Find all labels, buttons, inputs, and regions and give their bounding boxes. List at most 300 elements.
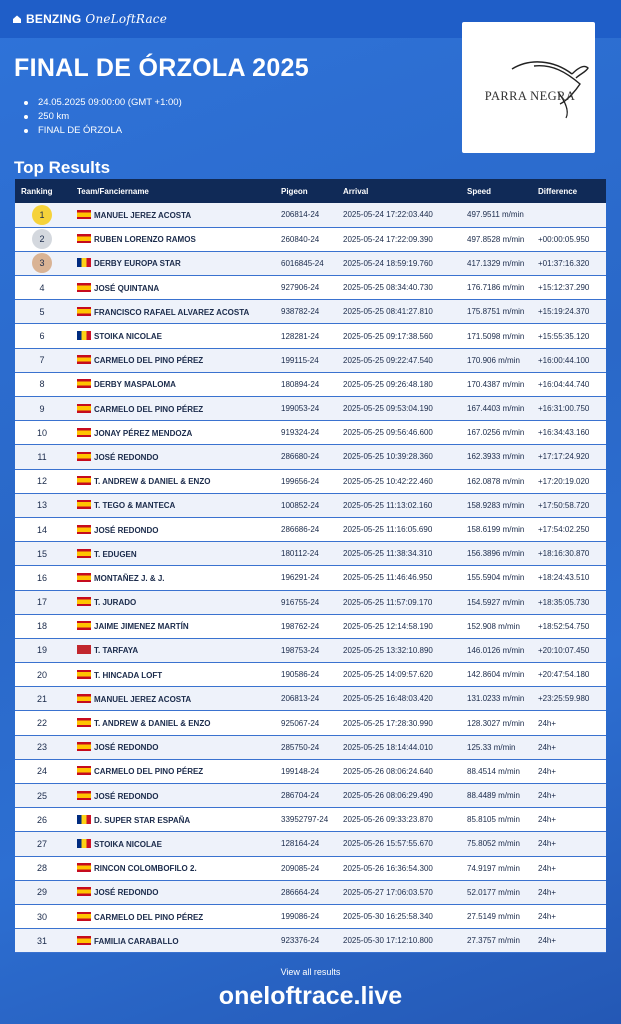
table-row	[15, 493, 606, 517]
team-cell	[69, 517, 277, 541]
rank-cell	[15, 397, 69, 421]
flag-icon	[77, 404, 91, 413]
team-cell	[69, 759, 277, 783]
speed-cell: 128.3027 m/min	[463, 711, 534, 735]
table-row	[15, 759, 606, 783]
table-row	[15, 808, 606, 832]
difference-cell: 24h+	[534, 808, 606, 832]
team-name: T. TARFAYA	[94, 646, 139, 656]
rank-badge: 20	[36, 669, 47, 680]
arrival-cell: 2025-05-27 17:06:03.570	[339, 880, 463, 904]
pigeon-cell: 128281-24	[277, 324, 339, 348]
arrival-cell: 2025-05-30 17:12:10.800	[339, 929, 463, 953]
pigeon-cell: 199053-24	[277, 397, 339, 421]
team-cell	[69, 542, 277, 566]
team-cell	[69, 929, 277, 953]
team-name: JOSÉ REDONDO	[94, 888, 159, 898]
rank-cell	[15, 904, 69, 928]
table-row	[15, 638, 606, 662]
difference-cell: +16:04:44.740	[534, 372, 606, 396]
team-cell	[69, 566, 277, 590]
arrival-cell: 2025-05-26 09:33:23.870	[339, 808, 463, 832]
flag-icon	[77, 912, 91, 921]
team-name: MANUEL JEREZ ACOSTA	[94, 694, 192, 704]
rank-badge: 3	[32, 253, 52, 273]
race-info-name: FINAL DE ÓRZOLA	[24, 124, 182, 138]
view-all-results-link[interactable]: View all results	[280, 967, 341, 977]
rank-cell	[15, 880, 69, 904]
flag-icon	[77, 621, 91, 630]
arrival-cell: 2025-05-26 08:06:29.490	[339, 784, 463, 808]
team-name: T. HINCADA LOFT	[94, 670, 163, 680]
table-row	[15, 542, 606, 566]
rank-badge: 1	[32, 205, 52, 225]
flag-icon	[77, 210, 91, 219]
results-body	[15, 203, 606, 953]
arrival-cell: 2025-05-25 10:39:28.360	[339, 445, 463, 469]
rank-cell	[15, 348, 69, 372]
arrival-cell: 2025-05-25 09:22:47.540	[339, 348, 463, 372]
arrival-cell: 2025-05-25 11:46:46.950	[339, 566, 463, 590]
team-cell	[69, 880, 277, 904]
pigeon-cell: 206814-24	[277, 203, 339, 227]
race-title: FINAL DE ÓRZOLA 2025	[14, 54, 309, 82]
difference-cell: 24h+	[534, 711, 606, 735]
team-name: T. TEGO & MANTECA	[94, 501, 176, 511]
flag-icon	[77, 428, 91, 437]
table-row	[15, 469, 606, 493]
footer-site-name: oneloftrace.live	[218, 982, 403, 1010]
team-name: MANUEL JEREZ ACOSTA	[94, 210, 192, 220]
brand-name: BENZING	[26, 12, 82, 26]
speed-cell: 85.8105 m/min	[463, 808, 534, 832]
table-row	[15, 397, 606, 421]
team-cell	[69, 445, 277, 469]
pigeon-cell: 199656-24	[277, 469, 339, 493]
flag-icon	[77, 839, 91, 848]
speed-cell: 162.3933 m/min	[463, 445, 534, 469]
team-cell	[69, 614, 277, 638]
team-name: JOSÉ REDONDO	[94, 525, 159, 535]
team-name: JOSÉ REDONDO	[94, 743, 159, 753]
table-row	[15, 711, 606, 735]
difference-cell: +18:24:43.510	[534, 566, 606, 590]
col-difference: Difference	[538, 186, 578, 196]
pigeon-cell: 938782-24	[277, 300, 339, 324]
table-row	[15, 445, 606, 469]
team-name: T. ANDREW & DANIEL & ENZO	[94, 477, 211, 487]
team-name: DERBY MASPALOMA	[94, 380, 176, 390]
pigeon-cell: 919324-24	[277, 421, 339, 445]
flag-icon	[77, 549, 91, 558]
team-name: T. JURADO	[94, 598, 137, 608]
rank-cell	[15, 517, 69, 541]
team-name: JOSÉ REDONDO	[94, 452, 159, 462]
team-cell	[69, 227, 277, 251]
arrival-cell: 2025-05-25 14:09:57.620	[339, 663, 463, 687]
table-row	[15, 590, 606, 614]
sponsor-logo-text: PARRA NEGRA	[484, 89, 576, 103]
speed-cell: 52.0177 m/min	[463, 880, 534, 904]
rank-cell	[15, 832, 69, 856]
team-cell	[69, 493, 277, 517]
team-name: STOIKA NICOLAE	[94, 332, 163, 342]
col-pigeon: Pigeon	[281, 186, 308, 196]
arrival-cell: 2025-05-25 11:13:02.160	[339, 493, 463, 517]
flag-icon	[77, 670, 91, 679]
arrival-cell: 2025-05-25 18:14:44.010	[339, 735, 463, 759]
team-cell	[69, 904, 277, 928]
team-name: CARMELO DEL PINO PÉREZ	[94, 404, 204, 414]
pigeon-cell: 199115-24	[277, 348, 339, 372]
rank-badge: 11	[37, 451, 47, 462]
speed-cell: 170.906 m/min	[463, 348, 534, 372]
difference-cell: +18:35:05.730	[534, 590, 606, 614]
results-title: Top Results	[14, 158, 111, 177]
team-cell	[69, 663, 277, 687]
speed-cell: 154.5927 m/min	[463, 590, 534, 614]
rank-badge: 16	[36, 572, 47, 583]
rank-cell	[15, 590, 69, 614]
pigeon-cell: 260840-24	[277, 227, 339, 251]
difference-cell: 24h+	[534, 735, 606, 759]
rank-cell	[15, 784, 69, 808]
team-cell	[69, 808, 277, 832]
difference-cell: +17:20:19.020	[534, 469, 606, 493]
pigeon-cell: 927906-24	[277, 276, 339, 300]
team-cell	[69, 784, 277, 808]
table-row	[15, 663, 606, 687]
rank-cell	[15, 808, 69, 832]
table-row	[15, 929, 606, 953]
speed-cell: 171.5098 m/min	[463, 324, 534, 348]
flag-icon	[77, 452, 91, 461]
table-row	[15, 880, 606, 904]
team-name: D. SUPER STAR ESPAÑA	[94, 815, 191, 825]
team-name: JAIME JIMENEZ MARTÍN	[94, 622, 189, 632]
team-name: STOIKA NICOLAE	[94, 839, 163, 849]
pigeon-cell: 180112-24	[277, 542, 339, 566]
team-cell	[69, 421, 277, 445]
arrival-cell: 2025-05-25 08:41:27.810	[339, 300, 463, 324]
difference-cell: 24h+	[534, 929, 606, 953]
flag-icon	[77, 597, 91, 606]
flag-icon	[77, 766, 91, 775]
team-cell	[69, 203, 277, 227]
pigeon-cell: 6016845-24	[277, 251, 339, 275]
flag-icon	[77, 694, 91, 703]
table-row	[15, 735, 606, 759]
race-info	[24, 96, 182, 138]
arrival-cell: 2025-05-25 17:28:30.990	[339, 711, 463, 735]
pigeon-cell: 199086-24	[277, 904, 339, 928]
rank-badge: 10	[36, 427, 47, 438]
rank-cell	[15, 227, 69, 251]
team-cell	[69, 832, 277, 856]
team-cell	[69, 687, 277, 711]
flag-icon	[77, 742, 91, 751]
table-row	[15, 348, 606, 372]
rank-cell	[15, 856, 69, 880]
difference-cell: +20:10:07.450	[534, 638, 606, 662]
difference-cell: 24h+	[534, 832, 606, 856]
arrival-cell: 2025-05-25 09:26:48.180	[339, 372, 463, 396]
arrival-cell: 2025-05-25 10:42:22.460	[339, 469, 463, 493]
flag-icon	[77, 331, 91, 340]
difference-cell: +17:54:02.250	[534, 517, 606, 541]
table-row	[15, 832, 606, 856]
difference-cell: +20:47:54.180	[534, 663, 606, 687]
rank-badge: 13	[36, 500, 47, 511]
team-name: T. ANDREW & DANIEL & ENZO	[94, 719, 211, 729]
speed-cell: 156.3896 m/min	[463, 542, 534, 566]
pigeon-cell: 286680-24	[277, 445, 339, 469]
rank-badge: 28	[36, 863, 47, 874]
speed-cell: 88.4489 m/min	[463, 784, 534, 808]
rank-cell	[15, 469, 69, 493]
speed-cell: 175.8751 m/min	[463, 300, 534, 324]
arrival-cell: 2025-05-30 16:25:58.340	[339, 904, 463, 928]
difference-cell: +18:16:30.870	[534, 542, 606, 566]
flag-icon	[77, 500, 91, 509]
difference-cell: 24h+	[534, 904, 606, 928]
rank-badge: 6	[39, 331, 45, 342]
col-arrival: Arrival	[343, 186, 369, 196]
pigeon-cell: 286686-24	[277, 517, 339, 541]
flag-icon	[77, 525, 91, 534]
rank-badge: 27	[36, 838, 47, 849]
speed-cell: 158.9283 m/min	[463, 493, 534, 517]
rank-cell	[15, 735, 69, 759]
flag-icon	[77, 815, 91, 824]
arrival-cell: 2025-05-25 11:16:05.690	[339, 517, 463, 541]
rank-badge: 21	[36, 693, 47, 704]
team-name: CARMELO DEL PINO PÉREZ	[94, 356, 204, 366]
table-row	[15, 372, 606, 396]
team-cell	[69, 856, 277, 880]
table-row	[15, 517, 606, 541]
arrival-cell: 2025-05-24 18:59:19.760	[339, 251, 463, 275]
team-cell	[69, 590, 277, 614]
team-cell	[69, 324, 277, 348]
rank-badge: 4	[39, 282, 45, 293]
speed-cell: 158.6199 m/min	[463, 517, 534, 541]
pigeon-cell: 198753-24	[277, 638, 339, 662]
difference-cell: +15:19:24.370	[534, 300, 606, 324]
rank-cell	[15, 687, 69, 711]
team-name: MONTAÑEZ J. & J.	[94, 573, 165, 583]
rank-cell	[15, 663, 69, 687]
team-name: RUBEN LORENZO RAMOS	[94, 235, 196, 245]
speed-cell: 497.9511 m/min	[463, 203, 534, 227]
table-row	[15, 904, 606, 928]
speed-cell: 88.4514 m/min	[463, 759, 534, 783]
team-cell	[69, 397, 277, 421]
race-info-datetime: 24.05.2025 09:00:00 (GMT +1:00)	[24, 96, 182, 110]
speed-cell: 170.4387 m/min	[463, 372, 534, 396]
rank-cell	[15, 300, 69, 324]
rank-badge: 29	[36, 887, 47, 898]
team-name: RINCON COLOMBOFILO 2.	[94, 864, 197, 874]
speed-cell: 131.0233 m/min	[463, 687, 534, 711]
speed-cell: 146.0126 m/min	[463, 638, 534, 662]
rank-cell	[15, 324, 69, 348]
rank-badge: 14	[36, 524, 47, 535]
rank-cell	[15, 445, 69, 469]
rank-badge: 12	[36, 476, 47, 487]
flag-icon	[77, 379, 91, 388]
team-name: CARMELO DEL PINO PÉREZ	[94, 912, 204, 922]
rank-cell	[15, 251, 69, 275]
arrival-cell: 2025-05-25 08:34:40.730	[339, 276, 463, 300]
rank-badge: 31	[36, 935, 47, 946]
rank-cell	[15, 929, 69, 953]
difference-cell: +16:00:44.100	[534, 348, 606, 372]
arrival-cell: 2025-05-25 16:48:03.420	[339, 687, 463, 711]
table-row	[15, 276, 606, 300]
arrival-cell: 2025-05-25 09:56:46.600	[339, 421, 463, 445]
sponsor-logo	[462, 22, 595, 153]
rank-badge: 22	[36, 718, 47, 729]
speed-cell: 74.9197 m/min	[463, 856, 534, 880]
pigeon-logo-icon	[462, 22, 595, 153]
difference-cell: 24h+	[534, 784, 606, 808]
rank-badge: 7	[39, 355, 45, 366]
table-row	[15, 566, 606, 590]
flag-icon	[77, 791, 91, 800]
pigeon-cell: 100852-24	[277, 493, 339, 517]
difference-cell: +15:12:37.290	[534, 276, 606, 300]
difference-cell: +18:52:54.750	[534, 614, 606, 638]
rank-cell	[15, 759, 69, 783]
rank-cell	[15, 638, 69, 662]
arrival-cell: 2025-05-26 16:36:54.300	[339, 856, 463, 880]
col-team: Team/Fanciername	[77, 186, 149, 196]
arrival-cell: 2025-05-26 08:06:24.640	[339, 759, 463, 783]
difference-cell: 24h+	[534, 759, 606, 783]
team-name: FRANCISCO RAFAEL ALVAREZ ACOSTA	[94, 307, 250, 317]
team-cell	[69, 638, 277, 662]
flag-icon	[77, 234, 91, 243]
rank-badge: 17	[36, 597, 47, 608]
rank-badge: 2	[32, 229, 52, 249]
team-cell	[69, 469, 277, 493]
flag-icon	[77, 718, 91, 727]
arrival-cell: 2025-05-25 11:57:09.170	[339, 590, 463, 614]
team-name: CARMELO DEL PINO PÉREZ	[94, 767, 204, 777]
arrival-cell: 2025-05-25 11:38:34.310	[339, 542, 463, 566]
table-row	[15, 300, 606, 324]
team-cell	[69, 300, 277, 324]
rank-cell	[15, 711, 69, 735]
flag-icon	[77, 258, 91, 267]
pigeon-cell: 923376-24	[277, 929, 339, 953]
table-row	[15, 227, 606, 251]
rank-cell	[15, 372, 69, 396]
rank-cell	[15, 493, 69, 517]
team-name: JONAY PÉREZ MENDOZA	[94, 428, 193, 438]
flag-icon	[77, 476, 91, 485]
difference-cell: +17:17:24.920	[534, 445, 606, 469]
pigeon-cell: 180894-24	[277, 372, 339, 396]
rank-badge: 9	[39, 403, 45, 414]
flag-icon	[77, 355, 91, 364]
arrival-cell: 2025-05-25 09:17:38.560	[339, 324, 463, 348]
rank-badge: 24	[36, 766, 47, 777]
flag-icon	[77, 887, 91, 896]
rank-cell	[15, 542, 69, 566]
team-cell	[69, 735, 277, 759]
rank-cell	[15, 276, 69, 300]
team-name: T. EDUGEN	[94, 549, 137, 559]
speed-cell: 497.8528 m/min	[463, 227, 534, 251]
speed-cell: 75.8052 m/min	[463, 832, 534, 856]
flag-icon	[77, 573, 91, 582]
rank-badge: 26	[36, 814, 47, 825]
speed-cell: 162.0878 m/min	[463, 469, 534, 493]
flag-icon	[77, 645, 91, 654]
speed-cell: 142.8604 m/min	[463, 663, 534, 687]
difference-cell: +17:50:58.720	[534, 493, 606, 517]
arrival-cell: 2025-05-25 13:32:10.890	[339, 638, 463, 662]
pigeon-cell: 209085-24	[277, 856, 339, 880]
team-name: JOSÉ REDONDO	[94, 791, 159, 801]
speed-cell: 27.5149 m/min	[463, 904, 534, 928]
pigeon-cell: 128164-24	[277, 832, 339, 856]
pigeon-cell: 33952797-24	[277, 808, 339, 832]
team-cell	[69, 276, 277, 300]
table-row	[15, 687, 606, 711]
pigeon-cell: 199148-24	[277, 759, 339, 783]
home-icon	[12, 14, 22, 24]
speed-cell: 155.5904 m/min	[463, 566, 534, 590]
team-cell	[69, 251, 277, 275]
speed-cell: 417.1329 m/min	[463, 251, 534, 275]
brand-subname: OneLoftRace	[85, 12, 168, 26]
pigeon-cell: 190586-24	[277, 663, 339, 687]
difference-cell: +01:37:16.320	[534, 251, 606, 275]
pigeon-cell: 916755-24	[277, 590, 339, 614]
col-ranking: Ranking	[21, 186, 53, 196]
speed-cell: 27.3757 m/min	[463, 929, 534, 953]
rank-cell	[15, 614, 69, 638]
table-row	[15, 614, 606, 638]
speed-cell: 176.7186 m/min	[463, 276, 534, 300]
difference-cell: 24h+	[534, 880, 606, 904]
pigeon-cell: 206813-24	[277, 687, 339, 711]
rank-badge: 19	[36, 645, 47, 656]
speed-cell: 125.33 m/min	[463, 735, 534, 759]
speed-cell: 152.908 m/min	[463, 614, 534, 638]
rank-badge: 8	[39, 379, 45, 390]
arrival-cell: 2025-05-26 15:57:55.670	[339, 832, 463, 856]
table-row	[15, 203, 606, 227]
race-info-distance: 250 km	[24, 110, 182, 124]
table-row	[15, 784, 606, 808]
rank-badge: 25	[36, 790, 47, 801]
rank-cell	[15, 421, 69, 445]
table-row	[15, 856, 606, 880]
difference-cell: +16:31:00.750	[534, 397, 606, 421]
pigeon-cell: 285750-24	[277, 735, 339, 759]
team-cell	[69, 372, 277, 396]
difference-cell: +15:55:35.120	[534, 324, 606, 348]
rank-badge: 23	[36, 742, 47, 753]
pigeon-cell: 286704-24	[277, 784, 339, 808]
team-name: JOSÉ QUINTANA	[94, 283, 160, 293]
table-row	[15, 251, 606, 275]
rank-cell	[15, 203, 69, 227]
